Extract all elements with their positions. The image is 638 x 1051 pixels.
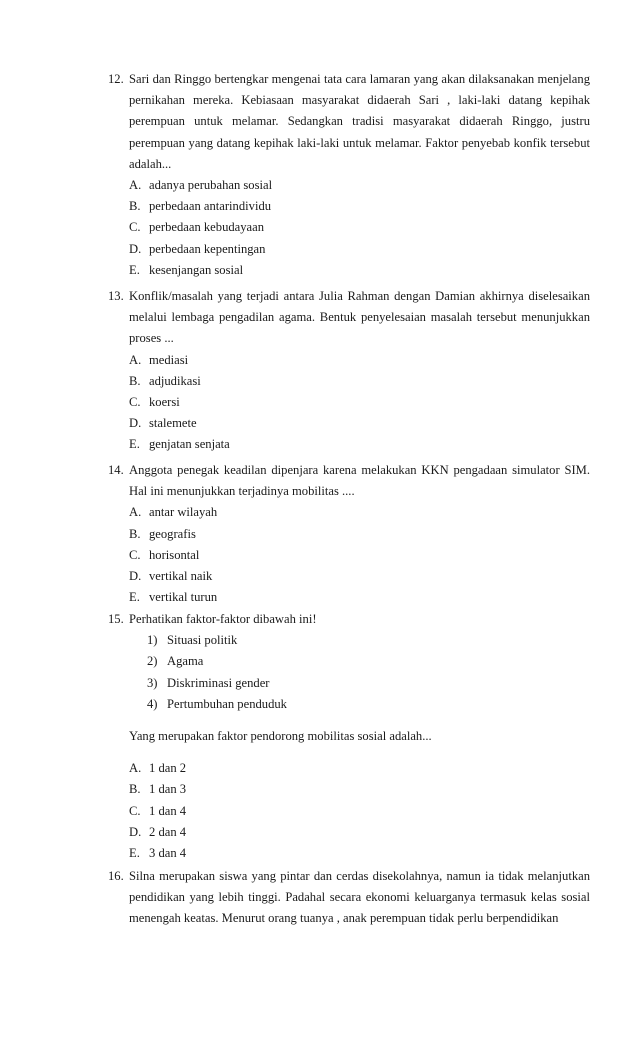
question-number: 13. (108, 289, 124, 303)
option-list (129, 758, 590, 864)
question-lead: Yang merupakan faktor pendorong mobilitas sosial adalah... (129, 729, 432, 744)
question-text: Perhatikan faktor-faktor dibawah ini! (129, 612, 317, 626)
option-list (129, 350, 590, 456)
option-c: C. horisontal (129, 547, 200, 562)
question-text: Anggota penegak keadilan dipenjara karena melakukan KKN pengadaan simulator SIM. Hal ini menunjukkan terjadinya mobilitas .... (129, 463, 590, 499)
factor-item: 2) Agama (147, 654, 204, 669)
question-16 (108, 866, 590, 930)
option-b: B. perbedaan antarindividu (129, 199, 272, 214)
factor-list (129, 630, 590, 715)
option-b: B. 1 dan 3 (129, 782, 187, 797)
option-list (129, 502, 590, 608)
factor-item: 3) Diskriminasi gender (147, 675, 270, 690)
option-e: E. genjatan senjata (129, 437, 230, 452)
option-e: E. kesenjangan sosial (129, 262, 244, 277)
option-e: E. vertikal turun (129, 590, 218, 605)
question-12 (108, 69, 590, 281)
option-c: C. 1 dan 4 (129, 803, 187, 818)
question-number: 12. (108, 72, 124, 86)
question-text: Konflik/masalah yang terjadi antara Julia Rahman dengan Damian akhirnya diselesaikan melalui lembaga pengadilan agama. Bentuk penyelesaian masalah tersebut menunjukkan proses ... (129, 289, 590, 346)
question-14 (108, 460, 590, 608)
question-text: Sari dan Ringgo bertengkar mengenai tata cara lamaran yang akan dilaksanakan menjelang pernikahan mereka. Kebiasaan masyarakat didaerah Sari , laki-laki datang kepihak perempuan untuk melamar. Sedangkan tradisi masyarakat didaerah Ringgo, justru perempuan yang datang kepihak laki-laki untuk melamar. Faktor penyebab konfik tersebut adalah... (129, 72, 590, 171)
option-a: A. mediasi (129, 352, 189, 367)
factor-item: 1) Situasi politik (147, 633, 238, 648)
option-d: D. 2 dan 4 (129, 824, 187, 839)
question-number: 14. (108, 463, 124, 477)
option-e: E. 3 dan 4 (129, 846, 187, 861)
option-b: B. geografis (129, 526, 196, 541)
option-a: A. 1 dan 2 (129, 761, 187, 776)
question-13 (108, 286, 590, 456)
option-b: B. adjudikasi (129, 373, 201, 388)
question-text: Silna merupakan siswa yang pintar dan cerdas disekolahnya, namun ia tidak melanjutkan pendidikan yang lebih tinggi. Padahal secara ekonomi keluarganya termasuk kelas sosial menengah keatas. Menurut orang tuanya , anak perempuan tidak perlu berpendidikan (129, 869, 590, 926)
option-a: A. adanya perubahan sosial (129, 178, 273, 193)
question-15 (108, 609, 590, 864)
option-d: D. vertikal naik (129, 569, 213, 584)
question-number: 16. (108, 869, 124, 883)
option-c: C. perbedaan kebudayaan (129, 220, 265, 235)
option-d: D. stalemete (129, 416, 197, 431)
factor-item: 4) Pertumbuhan penduduk (147, 696, 287, 711)
option-a: A. antar wilayah (129, 505, 218, 520)
question-number: 15. (108, 612, 124, 626)
option-c: C. koersi (129, 395, 180, 410)
option-list (129, 175, 590, 281)
option-d: D. perbedaan kepentingan (129, 241, 266, 256)
